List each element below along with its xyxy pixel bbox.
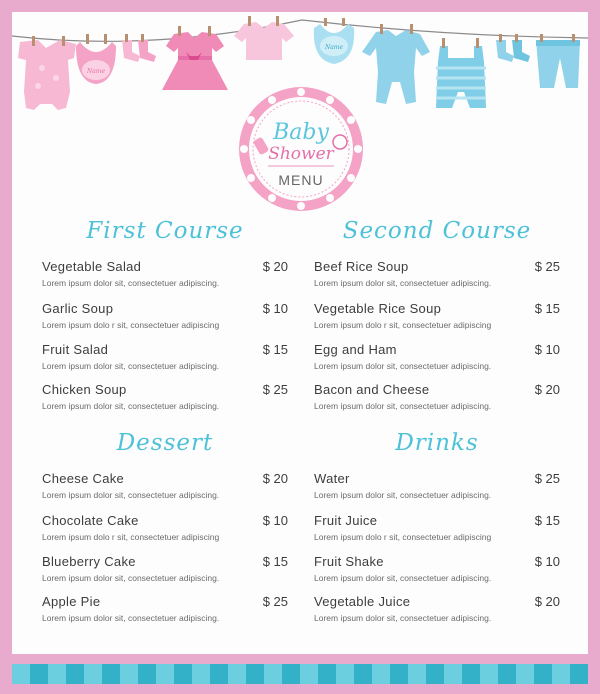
item-description: Lorem ipsum dolor sit, consectetuer adipiscing. (42, 613, 220, 623)
bib-left-name: Name (86, 68, 106, 75)
badge-title-shower: Shower (268, 144, 334, 164)
menu-item (42, 301, 288, 337)
item-price: $ 20 (534, 594, 560, 609)
item-description: Lorem ipsum dolor sit, consectetuer adipiscing. (42, 401, 220, 411)
section-title-dessert: Dessert (116, 430, 214, 456)
item-description: Lorem ipsum dolor sit, consectetuer adipiscing. (314, 490, 492, 500)
menu-item (314, 513, 560, 549)
menu-item (314, 342, 560, 378)
item-name: Garlic Soup (42, 301, 114, 316)
item-name: Fruit Shake (314, 554, 384, 569)
menu-item (42, 554, 288, 590)
item-price: $ 15 (262, 342, 288, 357)
item-price: $ 10 (534, 554, 560, 569)
bib-right-name: Name (324, 44, 344, 51)
menu-item (42, 594, 288, 630)
menu-item (42, 259, 288, 295)
menu-item (314, 594, 560, 630)
menu-item (42, 382, 288, 418)
pink-bodysuit-icon (18, 36, 76, 110)
item-price: $ 10 (262, 513, 288, 528)
menu-page (12, 12, 588, 654)
menu-item (314, 471, 560, 507)
item-description: Lorem ipsum dolor sit, consectetuer adipiscing. (314, 613, 492, 623)
blue-pants-icon (536, 34, 580, 88)
item-name: Vegetable Juice (314, 594, 411, 609)
item-name: Fruit Salad (42, 342, 109, 357)
item-name: Water (314, 471, 350, 486)
blue-socks-icon (496, 34, 530, 62)
item-price: $ 15 (534, 301, 560, 316)
menu-item (42, 342, 288, 378)
menu-item (42, 513, 288, 549)
pink-dress-icon (162, 26, 228, 90)
item-price: $ 10 (534, 342, 560, 357)
item-name: Beef Rice Soup (314, 259, 409, 274)
item-name: Bacon and Cheese (314, 382, 430, 397)
item-price: $ 15 (262, 554, 288, 569)
item-description: Lorem ipsum dolo r sit, consectetuer adipiscing (314, 532, 492, 542)
menu-item (314, 259, 560, 295)
item-price: $ 25 (534, 471, 560, 486)
blue-overall-icon (436, 38, 486, 108)
menu-item (314, 301, 560, 337)
item-price: $ 10 (262, 301, 288, 316)
item-name: Chicken Soup (42, 382, 127, 397)
item-description: Lorem ipsum dolor sit, consectetuer adipiscing. (42, 361, 220, 371)
item-description: Lorem ipsum dolor sit, consectetuer adipiscing. (314, 573, 492, 583)
item-description: Lorem ipsum dolor sit, consectetuer adipiscing. (42, 573, 220, 583)
item-name: Apple Pie (42, 594, 101, 609)
pink-shirt-icon (234, 16, 294, 60)
pink-socks-icon (122, 34, 156, 62)
item-price: $ 20 (262, 471, 288, 486)
badge-menu-label: MENU (278, 172, 324, 188)
item-description: Lorem ipsum dolor sit, consectetuer adipiscing. (42, 490, 220, 500)
item-description: Lorem ipsum dolor sit, consectetuer adipiscing. (314, 361, 492, 371)
item-price: $ 20 (534, 382, 560, 397)
item-description: Lorem ipsum dolor sit, consectetuer adipiscing. (42, 278, 220, 288)
item-name: Vegetable Salad (42, 259, 142, 274)
item-description: Lorem ipsum dolo r sit, consectetuer adipiscing (42, 320, 220, 330)
item-price: $ 15 (534, 513, 560, 528)
item-price: $ 25 (534, 259, 560, 274)
item-price: $ 25 (262, 594, 288, 609)
badge-title-baby: Baby (273, 120, 329, 145)
item-name: Cheese Cake (42, 471, 125, 486)
item-name: Fruit Juice (314, 513, 378, 528)
item-name: Chocolate Cake (42, 513, 139, 528)
menu-item (314, 554, 560, 590)
section-title-second-course: Second Course (342, 218, 532, 244)
item-name: Egg and Ham (314, 342, 397, 357)
menu-item (314, 382, 560, 418)
section-title-first-course: First Course (86, 218, 244, 244)
decorative-stripe-footer (12, 664, 588, 684)
badge-text (238, 86, 364, 212)
item-name: Vegetable Rice Soup (314, 301, 442, 316)
item-price: $ 25 (262, 382, 288, 397)
menu-item (42, 471, 288, 507)
item-description: Lorem ipsum dolor sit, consectetuer adipiscing. (314, 401, 492, 411)
item-price: $ 20 (262, 259, 288, 274)
item-name: Blueberry Cake (42, 554, 136, 569)
blue-onesie-icon (362, 24, 430, 104)
item-description: Lorem ipsum dolo r sit, consectetuer adipiscing (42, 532, 220, 542)
blue-bib-icon (314, 18, 354, 64)
item-description: Lorem ipsum dolo r sit, consectetuer adipiscing (314, 320, 492, 330)
item-description: Lorem ipsum dolor sit, consectetuer adipiscing. (314, 278, 492, 288)
section-title-drinks: Drinks (395, 430, 479, 456)
